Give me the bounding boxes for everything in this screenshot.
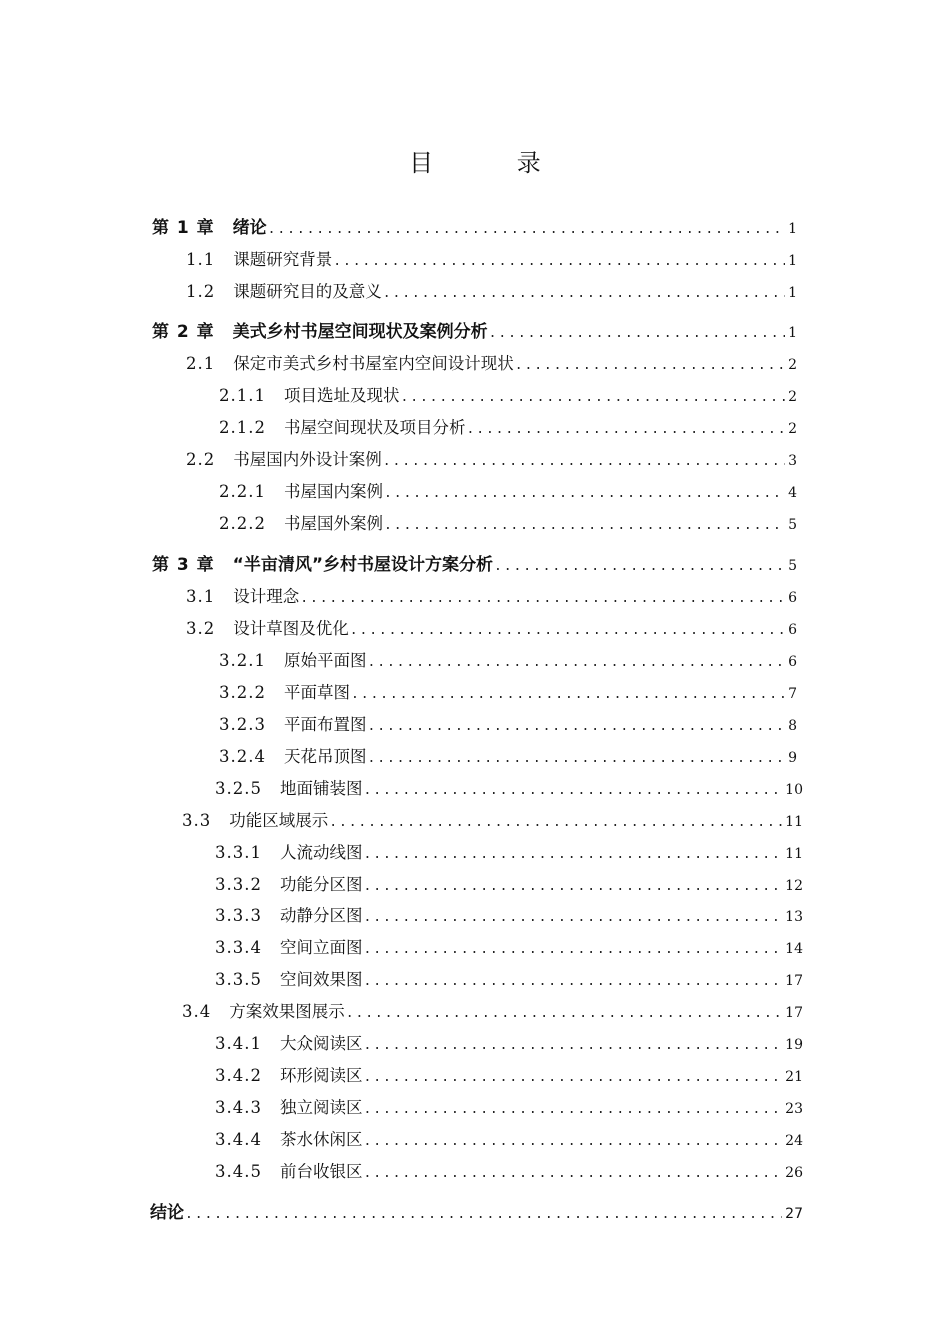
toc-leader-dots bbox=[329, 810, 782, 836]
toc-entry-subsection-2-2-2[interactable] bbox=[219, 511, 797, 537]
toc-entry-title: 绪论 bbox=[232, 218, 267, 238]
toc-leader-dots bbox=[367, 650, 785, 676]
toc-leader-dots bbox=[351, 682, 785, 708]
toc-entry-subsection-3-4-4[interactable] bbox=[215, 1127, 803, 1153]
toc-entry-title: 美式乡村书屋空间现状及案例分析 bbox=[232, 322, 488, 342]
toc-entry-page: 4 bbox=[788, 485, 797, 501]
toc-entry-section-3-1[interactable] bbox=[186, 584, 797, 610]
toc-entry-number: 3.4.1 bbox=[215, 1034, 262, 1053]
toc-entry-number: 3.3.2 bbox=[215, 875, 262, 894]
toc-entry-title: 原始平面图 bbox=[283, 651, 367, 670]
toc-entry-page: 13 bbox=[785, 909, 803, 925]
toc-entry-title: 项目选址及现状 bbox=[283, 386, 400, 405]
toc-leader-dots bbox=[363, 937, 782, 963]
toc-entry-section-1-1[interactable] bbox=[186, 247, 797, 273]
toc-leader-dots bbox=[466, 417, 785, 443]
toc-entry-page: 17 bbox=[785, 973, 803, 989]
toc-leader-dots bbox=[363, 1097, 782, 1123]
toc-leader-dots bbox=[400, 385, 785, 411]
toc-leader-dots bbox=[300, 586, 785, 612]
toc-entry-subsection-3-4-3[interactable] bbox=[215, 1095, 803, 1121]
toc-entry-number: 3.2.4 bbox=[219, 747, 266, 766]
toc-entry-title: 功能分区图 bbox=[279, 875, 363, 894]
toc-entry-number: 3.4.4 bbox=[215, 1130, 262, 1149]
toc-entry-number: 3.4.3 bbox=[215, 1098, 262, 1117]
toc-entry-number: 3.2.2 bbox=[219, 683, 266, 702]
toc-entry-section-3-2[interactable] bbox=[186, 616, 797, 642]
toc-entry-title: 地面铺装图 bbox=[279, 779, 363, 798]
toc-leader-dots bbox=[363, 1129, 782, 1155]
toc-entry-subsection-3-3-3[interactable] bbox=[215, 903, 803, 929]
toc-entry-chapter-2[interactable] bbox=[152, 319, 797, 345]
toc-entry-page: 21 bbox=[785, 1069, 803, 1085]
toc-entry-title: “半亩清风”乡村书屋设计方案分析 bbox=[232, 555, 494, 575]
toc-entry-page: 5 bbox=[788, 558, 797, 574]
toc-entry-number: 3.3.3 bbox=[215, 906, 262, 925]
toc-entry-page: 7 bbox=[788, 686, 797, 702]
toc-leader-dots bbox=[363, 969, 782, 995]
toc-entry-page: 10 bbox=[785, 782, 803, 798]
toc-entry-subsection-3-2-2[interactable] bbox=[219, 680, 797, 706]
toc-leader-dots bbox=[268, 217, 785, 243]
toc-entry-number: 2.1.2 bbox=[219, 418, 266, 437]
toc-entry-page: 14 bbox=[785, 941, 803, 957]
toc-entry-title: 环形阅读区 bbox=[279, 1066, 363, 1085]
toc-entry-subsection-3-2-3[interactable] bbox=[219, 712, 797, 738]
toc-entry-number: 3.4 bbox=[182, 1002, 212, 1021]
toc-entry-title: 天花吊顶图 bbox=[283, 747, 367, 766]
toc-entry-title: 功能区域展示 bbox=[229, 811, 329, 830]
toc-entry-page: 11 bbox=[785, 814, 803, 830]
toc-entry-section-2-1[interactable] bbox=[186, 351, 797, 377]
toc-leader-dots bbox=[489, 321, 785, 347]
toc-entry-page: 26 bbox=[785, 1165, 803, 1181]
toc-entry-title: 书屋国内外设计案例 bbox=[233, 450, 382, 469]
toc-leader-dots bbox=[515, 353, 785, 379]
toc-entry-number: 3.2 bbox=[186, 619, 216, 638]
toc-entry-number: 3.1 bbox=[186, 587, 216, 606]
toc-entry-page: 5 bbox=[788, 517, 797, 533]
toc-entry-subsection-3-3-5[interactable] bbox=[215, 967, 803, 993]
toc-entry-page: 2 bbox=[788, 389, 797, 405]
toc-leader-dots bbox=[363, 1065, 782, 1091]
toc-entry-title: 前台收银区 bbox=[279, 1162, 363, 1181]
toc-entry-subsection-3-4-1[interactable] bbox=[215, 1031, 803, 1057]
toc-entry-section-2-2[interactable] bbox=[186, 447, 797, 473]
toc-entry-number: 2.2.1 bbox=[219, 482, 266, 501]
toc-entry-chapter-3[interactable] bbox=[152, 552, 797, 578]
toc-entry-page: 23 bbox=[785, 1101, 803, 1117]
toc-entry-number: 3.2.5 bbox=[215, 779, 262, 798]
toc-entry-page: 24 bbox=[785, 1133, 803, 1149]
toc-entry-section-3-3[interactable] bbox=[182, 808, 803, 834]
toc-entry-number: 3.2.1 bbox=[219, 651, 266, 670]
toc-entry-page: 6 bbox=[788, 654, 797, 670]
toc-entry-page: 1 bbox=[788, 325, 797, 341]
toc-entry-title: 独立阅读区 bbox=[279, 1098, 363, 1117]
toc-entry-page: 1 bbox=[788, 221, 797, 237]
toc-entry-number: 第 2 章 bbox=[152, 322, 215, 342]
toc-entry-chapter-1[interactable] bbox=[152, 215, 797, 241]
toc-entry-title: 书屋国外案例 bbox=[283, 514, 383, 533]
toc-entry-subsection-3-2-4[interactable] bbox=[219, 744, 797, 770]
toc-entry-number: 3.3.1 bbox=[215, 843, 262, 862]
toc-leader-dots bbox=[363, 874, 782, 900]
toc-entry-title: 动静分区图 bbox=[279, 906, 363, 925]
toc-entry-subsection-3-4-5[interactable] bbox=[215, 1159, 803, 1185]
toc-entry-page: 27 bbox=[785, 1206, 803, 1222]
toc-leader-dots bbox=[383, 449, 785, 475]
toc-entry-number: 3.3 bbox=[182, 811, 212, 830]
toc-entry-title: 大众阅读区 bbox=[279, 1034, 363, 1053]
toc-entry-subsection-2-2-1[interactable] bbox=[219, 479, 797, 505]
toc-entry-number: 2.2 bbox=[186, 450, 216, 469]
toc-leader-dots bbox=[350, 618, 785, 644]
toc-entry-number: 3.3.4 bbox=[215, 938, 262, 957]
toc-entry-page: 6 bbox=[788, 622, 797, 638]
toc-entry-page: 2 bbox=[788, 357, 797, 373]
toc-entry-title: 平面草图 bbox=[283, 683, 350, 702]
toc-entry-number: 第 1 章 bbox=[152, 218, 215, 238]
toc-leader-dots bbox=[367, 714, 785, 740]
toc-leader-dots bbox=[494, 554, 785, 580]
toc-entry-number: 第 3 章 bbox=[152, 555, 215, 575]
toc-entry-title: 保定市美式乡村书屋室内空间设计现状 bbox=[233, 354, 514, 373]
toc-entry-section-3-4[interactable] bbox=[182, 999, 803, 1025]
toc-entry-title: 书屋国内案例 bbox=[283, 482, 383, 501]
toc-leader-dots bbox=[384, 513, 785, 539]
toc-entry-number: 1.1 bbox=[186, 250, 216, 269]
toc-leader-dots bbox=[333, 249, 785, 275]
toc-entry-number: 3.4.5 bbox=[215, 1162, 262, 1181]
toc-entry-subsection-3-2-5[interactable] bbox=[215, 776, 803, 802]
toc-entry-page: 3 bbox=[788, 453, 797, 469]
toc-entry-subsection-3-2-1[interactable] bbox=[219, 648, 797, 674]
toc-entry-subsection-3-3-4[interactable] bbox=[215, 935, 803, 961]
page-title: 目 录 bbox=[409, 149, 579, 177]
toc-entry-number: 2.2.2 bbox=[219, 514, 266, 533]
toc-entry-number: 2.1.1 bbox=[219, 386, 266, 405]
toc-entry-page: 6 bbox=[788, 590, 797, 606]
toc-entry-title: 茶水休闲区 bbox=[279, 1130, 363, 1149]
toc-leader-dots bbox=[346, 1001, 782, 1027]
toc-leader-dots bbox=[363, 905, 782, 931]
toc-entry-title: 书屋空间现状及项目分析 bbox=[283, 418, 466, 437]
toc-entry-title: 人流动线图 bbox=[279, 843, 363, 862]
toc-entry-subsection-3-4-2[interactable] bbox=[215, 1063, 803, 1089]
toc-entry-subsection-2-1-2[interactable] bbox=[219, 415, 797, 441]
toc-entry-page: 1 bbox=[788, 285, 797, 301]
toc-leader-dots bbox=[363, 1161, 782, 1187]
toc-entry-title: 方案效果图展示 bbox=[229, 1002, 345, 1021]
toc-leader-dots bbox=[185, 1202, 782, 1228]
toc-entry-subsection-2-1-1[interactable] bbox=[219, 383, 797, 409]
toc-leader-dots bbox=[367, 746, 785, 772]
toc-entry-number: 1.2 bbox=[186, 282, 216, 301]
toc-entry-conclusion[interactable] bbox=[150, 1200, 803, 1226]
toc-entry-page: 9 bbox=[788, 750, 797, 766]
toc-entry-subsection-3-3-1[interactable] bbox=[215, 840, 803, 866]
toc-entry-title: 设计理念 bbox=[233, 587, 300, 606]
toc-entry-title: 设计草图及优化 bbox=[233, 619, 349, 638]
toc-entry-number: 2.1 bbox=[186, 354, 216, 373]
toc-entry-title: 课题研究背景 bbox=[233, 250, 333, 269]
toc-leader-dots bbox=[384, 481, 785, 507]
toc-leader-dots bbox=[363, 842, 782, 868]
toc-leader-dots bbox=[383, 281, 785, 307]
toc-leader-dots bbox=[363, 1033, 782, 1059]
toc-entry-page: 2 bbox=[788, 421, 797, 437]
toc-entry-title: 空间立面图 bbox=[279, 938, 363, 957]
toc-entry-number: 3.2.3 bbox=[219, 715, 266, 734]
toc-entry-subsection-3-3-2[interactable] bbox=[215, 872, 803, 898]
toc-entry-title: 结论 bbox=[150, 1203, 184, 1223]
toc-entry-number: 3.4.2 bbox=[215, 1066, 262, 1085]
toc-entry-title: 课题研究目的及意义 bbox=[233, 282, 382, 301]
toc-leader-dots bbox=[363, 778, 782, 804]
toc-entry-number: 3.3.5 bbox=[215, 970, 262, 989]
toc-entry-page: 8 bbox=[788, 718, 797, 734]
toc-entry-title: 空间效果图 bbox=[279, 970, 363, 989]
toc-entry-page: 1 bbox=[788, 253, 797, 269]
toc-entry-section-1-2[interactable] bbox=[186, 279, 797, 305]
toc-entry-page: 19 bbox=[785, 1037, 803, 1053]
toc-entry-page: 12 bbox=[785, 878, 803, 894]
toc-entry-title: 平面布置图 bbox=[283, 715, 367, 734]
toc-entry-page: 17 bbox=[785, 1005, 803, 1021]
toc-entry-page: 11 bbox=[785, 846, 803, 862]
